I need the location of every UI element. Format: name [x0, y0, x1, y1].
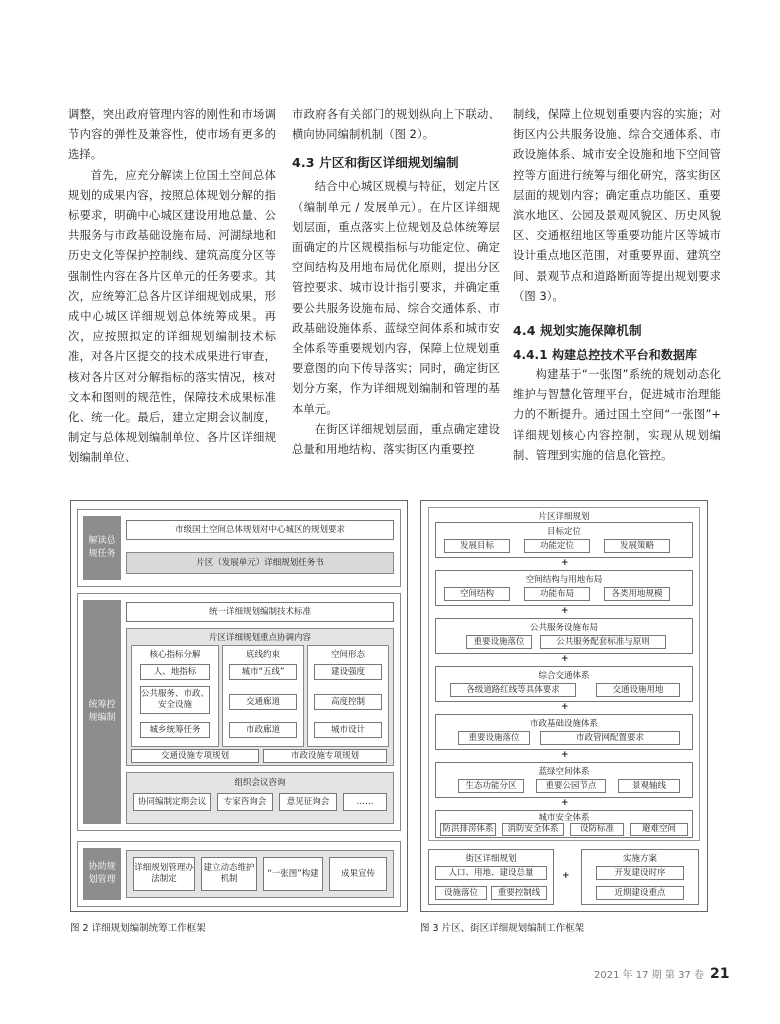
fig3-section-title: 蓝绿空间体系	[538, 767, 590, 777]
section-heading: 4.4 规划实施保障机制	[513, 323, 642, 339]
fig2-box: 片区（发展单元）详细规划任务书	[126, 552, 394, 574]
fig2-item: 城乡统筹任务	[140, 722, 210, 738]
fig2-item: 城市设计	[314, 722, 382, 738]
page-number: 21	[709, 966, 730, 982]
fig3-item: 重要控制线	[491, 886, 547, 900]
fig3-section-title: 空间结构与用地布局	[525, 575, 603, 585]
fig3-section	[435, 714, 693, 750]
fig3-item: 各类用地规模	[604, 587, 670, 601]
fig2-meeting-area	[126, 772, 394, 824]
fig3-block-plan	[428, 849, 554, 905]
issue-info: 2021 年 17 期 第 37 卷	[594, 970, 704, 981]
fig2-item: 高度控制	[314, 694, 382, 710]
fig2-section-interpret	[77, 509, 401, 587]
fig2-item: 城市“五线”	[229, 664, 297, 680]
fig2-section-manage	[77, 841, 401, 907]
fig2-manage-area	[126, 850, 394, 898]
paragraph: 首先，应充分解读上位国土空间总体规划的成果内容，按照总体规划分解的指标要求，明确中心城区建设用地总量、公共服务与市政基础设施布局、河湖绿地和历史文化等保护控制线、建筑高度分区等强制性内容在各片区单元的任务要求。其次，应统筹汇总各片区详细规划成果，形成中心城区详细规划总体统筹成果。再次，应按照拟定的详细规划编制技术标准，对各片区提交的技术成果进行审查，核对各片区对分解指标的落实情况，核对文本和图则的规范性，保障技术成果标准化、统一化。最后，建立定期会议制度，制定与总体规划编制单位、各片区详细规划编制单位、	[68, 168, 276, 465]
fig3-item: 重要设施落位	[466, 635, 532, 649]
plus-sign: +	[561, 558, 569, 568]
fig3-item: 景观轴线	[618, 779, 680, 793]
fig2-item: 交通设施专项规划	[131, 749, 259, 763]
fig2-item: 市政廊道	[229, 722, 297, 738]
fig3-item: 人口、用地、建设总量	[435, 866, 547, 880]
fig2-item: 市政设施专项规划	[263, 749, 387, 763]
fig3-section-title: 实施方案	[622, 854, 657, 864]
page-footer	[594, 966, 729, 982]
fig3-item: 消防安全体系	[502, 823, 564, 836]
text-column-2	[292, 105, 500, 460]
fig2-label: 协助规划管理	[83, 848, 121, 900]
figure-2-framework	[70, 500, 408, 912]
text-column-1	[68, 105, 276, 469]
paragraph: 在街区详细规划层面，重点确定建设总量和用地结构、落实街区内重要控	[292, 422, 500, 457]
fig3-item: 设防标准	[570, 823, 624, 836]
fig2-item: 详细规划管理办法制定	[133, 857, 195, 891]
paragraph: 制线，保障上位规划重要内容的实施；对街区内公共服务设施、综合交通体系、市政设施体系、城市安全设施和地下空间管控等方面进行统筹与细化研究，落实街区层面的规划内容；确定重点功能区、重要滨水地区、公园及景观风貌区、历史风貌区、交通枢纽地区等重要功能片区等城市设计重点地区范围，对重要界面、建筑空间、景观节点和道路断面等提出规划要求（图 3）。	[513, 108, 721, 303]
fig2-item: 专家咨询会	[217, 793, 273, 811]
figure-3-framework	[420, 500, 708, 912]
fig3-implementation	[581, 849, 699, 905]
fig3-item: 避难空间	[630, 823, 688, 836]
fig2-item: 建设强度	[314, 664, 382, 680]
fig2-box: 统一详细规划编制技术标准	[126, 602, 394, 622]
fig3-item: 重要公园节点	[536, 779, 606, 793]
fig2-label: 解读总规任务	[83, 516, 121, 580]
fig2-item: “一张图”构建	[263, 857, 323, 891]
fig2-section-coordinate	[77, 593, 401, 831]
fig3-section	[435, 810, 693, 838]
fig3-item: 功能定位	[524, 539, 590, 553]
fig3-item: 发展目标	[444, 539, 510, 553]
plus-sign: +	[561, 606, 569, 616]
fig3-section	[435, 522, 693, 558]
fig3-section-title: 公共服务设施布局	[529, 623, 598, 633]
fig2-box: 市级国土空间总体规划对中心城区的规划要求	[126, 520, 394, 540]
fig3-section-title: 综合交通体系	[538, 671, 590, 681]
fig3-section	[435, 570, 693, 606]
fig2-item: 人、地指标	[140, 664, 210, 680]
fig3-item: 发展策略	[604, 539, 670, 553]
fig2-item: 成果宣传	[329, 857, 387, 891]
fig3-section	[435, 762, 693, 798]
fig2-col-title: 底线约束	[245, 650, 280, 660]
fig3-item: 各级道路红线等具体要求	[450, 683, 576, 697]
fig3-district-plan	[428, 507, 700, 841]
fig3-item: 设施落位	[435, 886, 487, 900]
fig3-item: 市政管网配置要求	[540, 731, 680, 745]
fig3-title: 片区详细规划	[538, 512, 590, 522]
fig3-item: 近期建设重点	[596, 886, 684, 900]
fig2-col-bottomline	[222, 645, 304, 747]
fig2-area-title: 片区详细规划重点协调内容	[208, 633, 311, 643]
paragraph: 构建基于“一张图”系统的规划动态化维护与智慧化管理平台，促进城市治理能力的不断提升。通过国土空间“一张图”+ 详细规划核心内容控制，实现从规划编制、管理到实施的信息化管控。	[513, 368, 721, 462]
fig2-item: 协同编制定期会议	[133, 793, 211, 811]
fig3-section-title: 市政基础设施体系	[529, 719, 598, 729]
fig3-item: 交通设施用地	[596, 683, 680, 697]
fig3-item: 生态功能分区	[458, 779, 524, 793]
fig3-section-title: 目标定位	[546, 527, 581, 537]
fig3-item: 功能布局	[524, 587, 590, 601]
fig2-area-title: 组织会议咨询	[234, 778, 286, 788]
plus-sign: +	[561, 750, 569, 760]
fig3-item: 重要设施落位	[458, 731, 530, 745]
plus-sign: +	[561, 798, 569, 808]
figure-2-caption: 图 2 详细规划编制统筹工作框架	[70, 923, 206, 934]
paragraph: 结合中心城区规模与特征，划定片区（编制单元 / 发展单元）。在片区详细规划层面，重点落实上位规划及总体统筹层面确定的片区规模指标与功能定位、确定空间结构及用地布局优化原则，提出分区管控要求、城市设计指引要求，并确定重要公共服务设施布局、综合交通体系、市政基础设施体系、蓝绿空间体系和城市安全体系等重要规划内容，保障上位规划重要意图的向下传导落实；同时，确定街区划分方案，作为详细规划编制和管理的基本单元。	[292, 180, 500, 416]
plus-sign: +	[562, 871, 570, 881]
fig3-item: 公共服务配套标准与原则	[540, 635, 666, 649]
section-heading: 4.3 片区和街区详细规划编制	[292, 155, 459, 171]
fig2-item: 意见征询会	[279, 793, 337, 811]
fig2-col-form	[307, 645, 389, 747]
fig2-item: 交通廊道	[229, 694, 297, 710]
fig2-item: 公共服务、市政、安全设施	[140, 686, 210, 714]
fig2-content-area	[126, 628, 394, 766]
fig2-item: 建立动态维护机制	[201, 857, 257, 891]
fig2-col-title: 核心指标分解	[149, 650, 201, 660]
paragraph: 市政府各有关部门的规划纵向上下联动、横向协同编制机制（图 2）。	[292, 108, 500, 142]
plus-sign: +	[561, 702, 569, 712]
fig2-col-title: 空间形态	[330, 650, 365, 660]
figure-3-caption: 图 3 片区、街区详细规划编制工作框架	[420, 923, 585, 934]
fig2-item: ……	[343, 793, 387, 811]
fig2-col-core	[131, 645, 219, 747]
plus-sign: +	[561, 654, 569, 664]
fig2-label: 统筹控规编制	[83, 600, 121, 824]
subsection-heading: 4.4.1 构建总控技术平台和数据库	[513, 348, 698, 363]
fig3-section	[435, 618, 693, 654]
fig3-item: 空间结构	[444, 587, 510, 601]
fig3-section-title: 城市安全体系	[538, 813, 590, 823]
text-column-3	[513, 105, 721, 466]
fig3-section-title: 街区详细规划	[465, 854, 517, 864]
fig3-item: 开发建设时序	[596, 866, 684, 880]
paragraph: 调整，突出政府管理内容的刚性和市场调节内容的弹性及兼容性，使市场有更多的选择。	[68, 108, 276, 162]
fig3-item: 防洪排涝体系	[440, 823, 496, 836]
fig3-section	[435, 666, 693, 702]
